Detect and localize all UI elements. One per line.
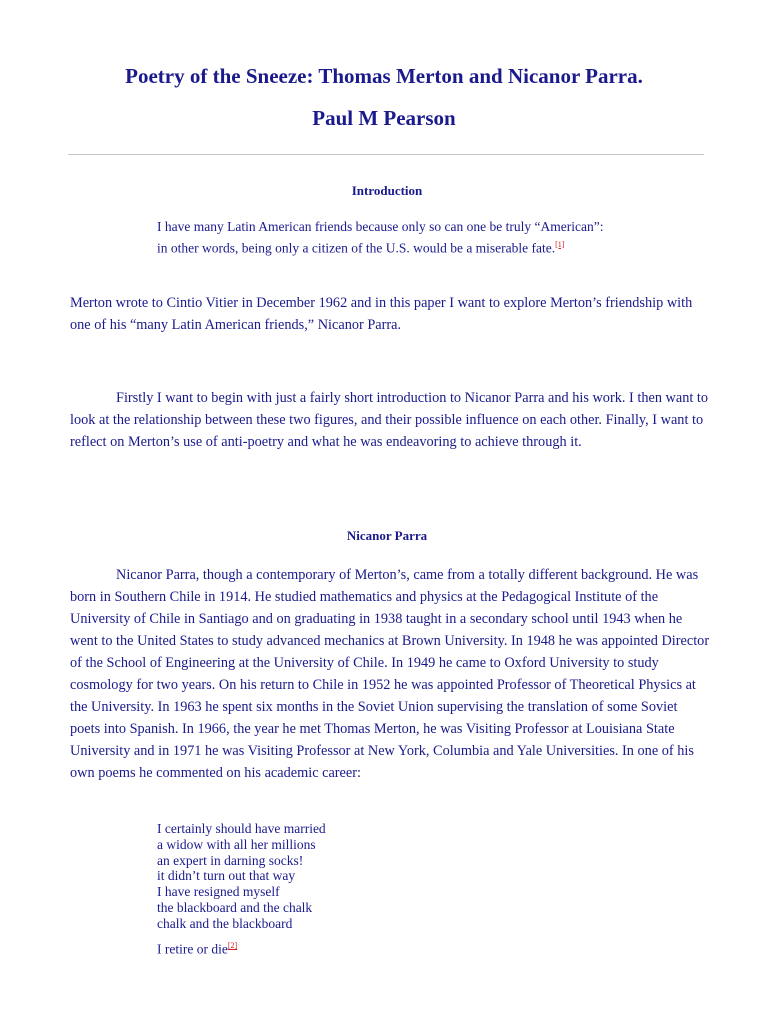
epigraph-text: I have many Latin American friends because only so can one be truly “American”: in other words, being only a citizen of the U.S. would be a miserable fate. bbox=[157, 219, 604, 255]
paragraph-3: Nicanor Parra, though a contemporary of Merton’s, came from a totally different background. He was born in Southern Chile in 1914. He studied mathematics and physics at the Pedagogical Institute of the University of Chile in Santiago and on graduating in 1938 taught in a secondary school until 1943 when he went to the United States to study advanced mechanics at Brown University. In 1948 he was appointed Director of the School of Engineering at the University of Chile. In 1949 he came to Oxford University to study cosmology for two years. On his return to Chile in 1952 he was appointed Professor of Theoretical Physics at the University. In 1963 he spent six months in the Soviet Union supervising the translation of some Soviet poets into Spanish. In 1966, the year he met Thomas Merton, he was Visiting Professor at Louisiana State University and in 1971 he was Visiting Professor at New York, Columbia and Yale Universities. In one of his own poems he commented on his academic career: bbox=[70, 567, 710, 781]
section-heading-nicanor-parra: Nicanor Parra bbox=[346, 528, 428, 543]
poem-line: chalk and the blackboard bbox=[157, 915, 293, 931]
poem-line: I certainly should have married bbox=[157, 821, 326, 836]
poem-quote bbox=[157, 821, 326, 957]
footnote-link-2[interactable]: [2] bbox=[227, 940, 238, 950]
paragraph-1: Merton wrote to Cintio Vitier in December 1962 and in this paper I want to explore Merton’s friendship with one of his “many Latin American friends,” Nicanor Parra. bbox=[70, 295, 693, 333]
poem-line: a widow with all her millions bbox=[157, 836, 316, 852]
poem-last-line-text: I retire or die bbox=[157, 941, 228, 957]
epigraph-quote bbox=[157, 218, 617, 257]
poem-last-line bbox=[157, 938, 326, 957]
poem-line: an expert in darning socks! bbox=[157, 852, 304, 868]
footnote-link-1[interactable]: [1] bbox=[555, 239, 565, 249]
horizontal-rule bbox=[68, 154, 704, 155]
document-author: Paul M Pearson bbox=[312, 106, 456, 130]
poem-line: it didn’t turn out that way bbox=[157, 868, 296, 884]
paragraph-2: Firstly I want to begin with just a fairly short introduction to Nicanor Parra and his work. I then want to look at the relationship between these two figures, and their possible influence on each other. Finally, I want to reflect on Merton’s use of anti-poetry and what he was endeavoring to achieve through it. bbox=[70, 390, 709, 450]
poem-line: I have resigned myself bbox=[157, 884, 280, 900]
section-heading-introduction: Introduction bbox=[351, 183, 423, 198]
poem-line: the blackboard and the chalk bbox=[157, 899, 313, 915]
document-title: Poetry of the Sneeze: Thomas Merton and Nicanor Parra. bbox=[125, 64, 643, 88]
